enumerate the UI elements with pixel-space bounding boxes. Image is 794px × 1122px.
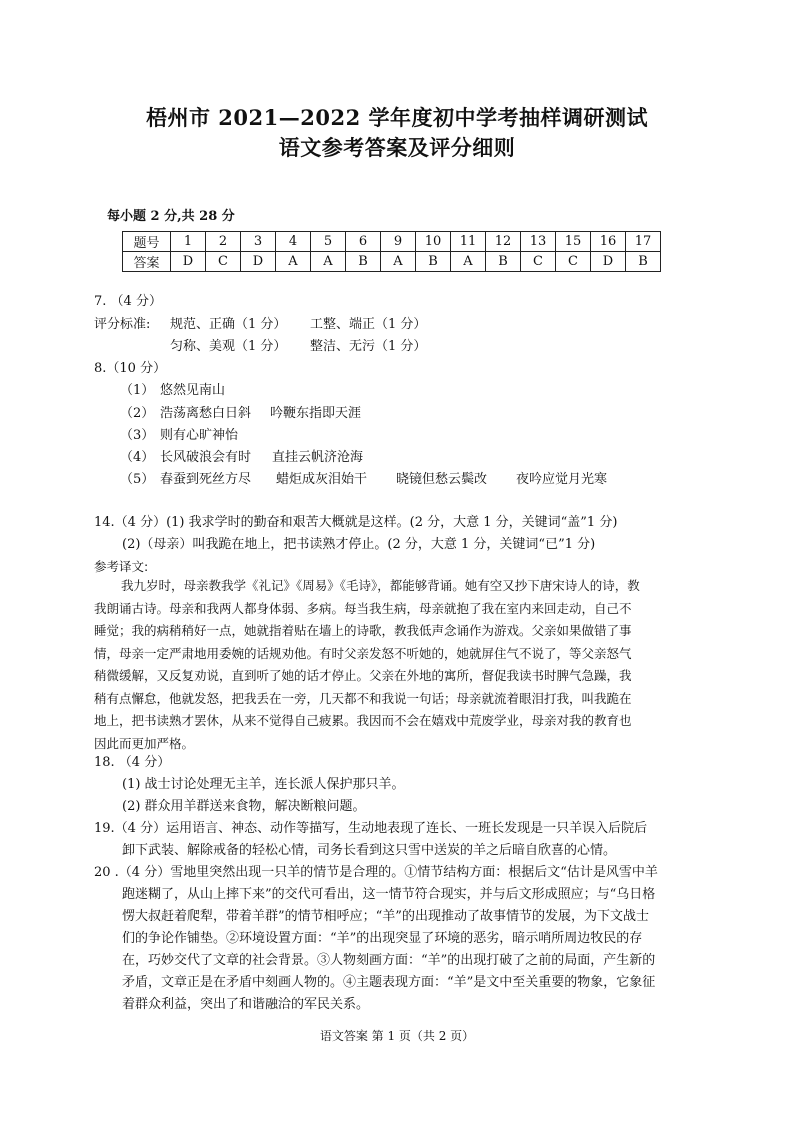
table-cell: B [626, 252, 661, 272]
table-cell: 13 [521, 232, 556, 252]
table-cell: 17 [626, 232, 661, 252]
q20-answer-line: 愣大叔赶着爬犁，带着羊群”的情节相呼应；“羊”的出现推动了故事情节的发展，为下文战士 [122, 909, 649, 924]
table-cell: 6 [346, 232, 381, 252]
document-title: 梧州市 2021—2022 学年度初中学考抽样调研测试 [145, 105, 648, 130]
table-cell: 11 [451, 232, 486, 252]
table-cell: A [276, 252, 311, 272]
page-footer: 语文答案 第 1 页（共 2 页） [319, 1029, 475, 1043]
q8-answer: 晓镜但愁云鬓改 [396, 472, 488, 487]
q20-answer-line: 20 .（4 分）雪地里突然出现一只羊的情节是合理的。①情节结构方面：根据后文“估计是风雪中羊 [94, 865, 658, 880]
q18-heading: 18. （4 分） [94, 755, 171, 770]
q7-criterion: 工整、端正（1 分） [310, 317, 427, 332]
table-cell: 12 [486, 232, 521, 252]
q8-answer: 夜吟应觉月光寒 [516, 472, 608, 487]
translation-line: 睡觉；我的病稍稍好一点，她就指着贴在墙上的诗歌，教我低声念诵作为游戏。父亲如果做错了事 [94, 623, 632, 638]
table-header-cell: 答案 [123, 252, 171, 272]
q7-criterion: 规范、正确（1 分） [170, 317, 287, 332]
translation-line: 稍有点懈怠，他就发怒，把我丢在一旁，几天都不和我说一句话；母亲就流着眼泪打我，叫我跪在 [94, 690, 632, 706]
q7-criterion: 匀称、美观（1 分） [170, 339, 287, 354]
table-cell: D [241, 252, 276, 272]
q8-answer: 蜡炬成灰泪始干 [276, 472, 368, 487]
q8-answer: 悠然见南山 [160, 383, 226, 398]
table-cell: A [451, 252, 486, 272]
q8-item-number: （3） [120, 428, 155, 443]
q20-answer-line: 着群众利益，突出了和谐融洽的军民关系。 [122, 997, 370, 1012]
q8-item-number: （4） [120, 450, 155, 465]
reference-translation [94, 575, 714, 755]
translation-line: 因此而更加严格。 [94, 735, 195, 751]
q8-heading: 8.（10 分） [94, 361, 167, 376]
translation-line: 地上，把书读熟才罢休，从来不觉得自己疲累。我因而不会在嬉戏中荒废学业，母亲对我的教育也 [94, 713, 632, 728]
q19-answer-line: 19.（4 分）运用语言、神态、动作等描写，生动地表现了连长、一班长发现是一只羊误入后院后 [94, 821, 648, 836]
table-header-cell: 题号 [123, 232, 171, 252]
table-cell: C [556, 252, 591, 272]
q20-answer-line: 矛盾，文章正是在矛盾中刻画人物的。④主题表现方面：“羊”是文中至关重要的物象，它象征 [122, 975, 656, 990]
table-cell: 15 [556, 232, 591, 252]
q20-answer-line: 跑迷糊了，从山上摔下来”的交代可看出，这一情节符合现实，并与后文形成照应；与“乌日格 [122, 887, 656, 902]
answer-table-number-row [123, 232, 661, 252]
q8-answer: 春蚕到死丝方尽 [160, 472, 252, 487]
table-cell: 16 [591, 232, 626, 252]
reference-translation-label: 参考译文: [94, 559, 149, 574]
section-note: 每小题 2 分,共 28 分 [107, 209, 235, 224]
q8-answer: 则有心旷神怡 [160, 428, 239, 443]
q18-answer-1: (1) 战士讨论处理无主羊，连长派人保护那只羊。 [122, 777, 405, 792]
q7-heading: 7. （4 分） [94, 294, 162, 309]
table-cell: B [416, 252, 451, 272]
table-cell: B [346, 252, 381, 272]
table-cell: C [521, 252, 556, 272]
table-cell: 4 [276, 232, 311, 252]
q8-item-number: （5） [120, 472, 155, 487]
q19-answer-line: 卸下武装、解除戒备的轻松心情，司务长看到这只雪中送炭的羊之后暗自欣喜的心情。 [122, 843, 617, 858]
translation-line: 我朗诵古诗。母亲和我两人都身体弱、多病。每当我生病，母亲就抱了我在室内来回走动，自己不 [94, 600, 632, 616]
q8-answer: 长风破浪会有时 [160, 450, 252, 465]
table-cell: D [171, 252, 206, 272]
table-cell: 5 [311, 232, 346, 252]
document-subtitle: 语文参考答案及评分细则 [278, 135, 516, 160]
table-cell: C [206, 252, 241, 272]
table-cell: D [591, 252, 626, 272]
q7-criteria-label: 评分标准: [94, 317, 151, 332]
table-cell: B [486, 252, 521, 272]
table-cell: 3 [241, 232, 276, 252]
q8-item-number: （2） [120, 406, 155, 421]
answer-table-answer-row [123, 252, 661, 272]
answer-table [122, 231, 661, 272]
translation-line: 稍微缓解，又反复劝说，直到听了她的话才停止。父亲在外地的寓所，督促我读书时脾气急躁，我 [94, 668, 632, 683]
q14-answer-1: 14.（4 分）(1) 我求学时的勤奋和艰苦大概就是这样。(2 分，大意 1 分，关键词“盖”1 分) [94, 515, 618, 530]
table-cell: 9 [381, 232, 416, 252]
q8-item-number: （1） [120, 383, 155, 398]
table-cell: A [381, 252, 416, 272]
table-cell: 1 [171, 232, 206, 252]
q14-answer-2: (2)（母亲）叫我跪在地上，把书读熟才停止。(2 分，大意 1 分，关键词“已”1 分) [122, 537, 596, 552]
q20-answer-line: 在，巧妙交代了文章的社会背景。③人物刻画方面：“羊”的出现打破了之前的局面，产生新的 [122, 953, 656, 968]
q8-answer: 浩荡离愁白日斜 [160, 406, 252, 421]
q18-answer-2: (2) 群众用羊群送来食物，解决断粮问题。 [122, 799, 366, 814]
q8-answer: 直挂云帆济沧海 [272, 450, 364, 465]
table-cell: A [311, 252, 346, 272]
q7-criterion: 整洁、无污（1 分） [310, 339, 427, 354]
q8-answer: 吟鞭东指即天涯 [270, 406, 362, 421]
translation-line: 我九岁时，母亲教我学《礼记》《周易》《毛诗》，都能够背诵。她有空又抄下唐宋诗人的诗，教 [121, 578, 640, 593]
translation-line: 情，母亲一定严肃地用委婉的话规劝他。有时父亲发怒不听她的，她就屏住气不说了，等父亲怒气 [94, 645, 632, 661]
table-cell: 2 [206, 232, 241, 252]
q20-answer-line: 们的争论作铺垫。②环境设置方面：“羊”的出现突显了环境的恶劣，暗示哨所周边牧民的存 [122, 931, 643, 946]
table-cell: 10 [416, 232, 451, 252]
